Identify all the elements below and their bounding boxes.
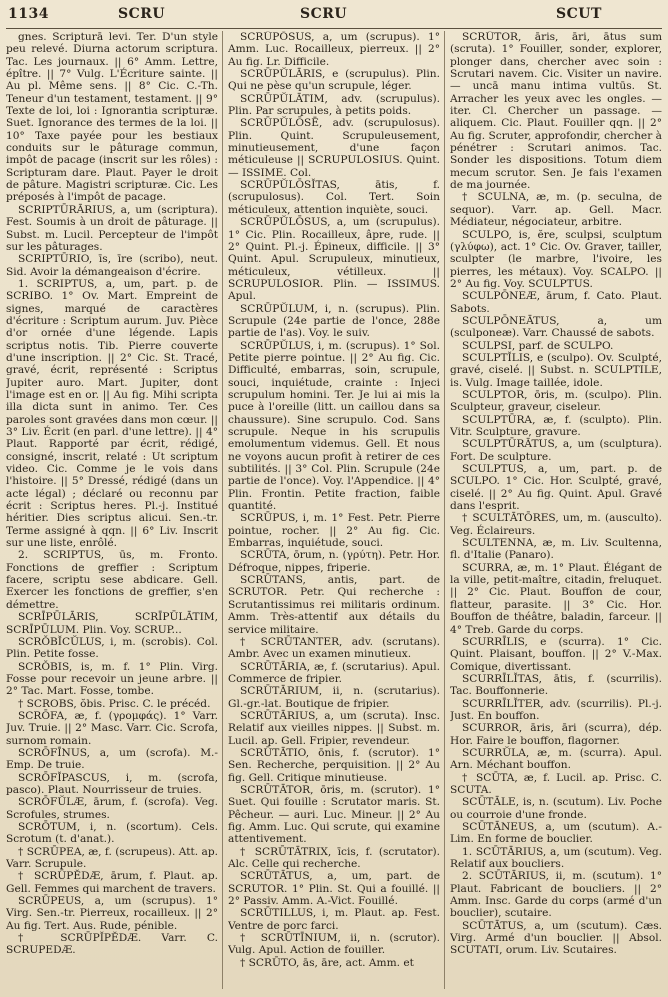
dictionary-entry: SCURROR, āris, āri (scurra), dép. Hor. Faire le bouffon, flagorner.	[450, 722, 662, 747]
running-head-center: SCRU	[300, 6, 348, 22]
dictionary-entry: SCRŪTĀRIA, æ, f. (scrutarius). Apul. Commerce de fripier.	[228, 660, 440, 685]
dictionary-entry: SCRŪPŬLŌSĒ, adv. (scrupulosus). Plin. Quint. Scrupuleusement, minutieusement, d'une façon méticuleuse || SCRUPULOSIUS. Quint. — ISSIME. Col.	[228, 117, 440, 179]
dictionary-entry: † SCRŪPEA, æ, f. (scrupeus). Att. ap. Varr. Scrupule.	[6, 845, 218, 871]
dictionary-entry: SCRŪTA, ōrum, n. (γρύτη). Petr. Hor. Défroque, nippes, friperie.	[228, 549, 440, 574]
dictionary-entry: SCURRA, æ, m. 1° Plaut. Élégant de la ville, petit-maître, citadin, freluquet. || 2° Cic. Plaut. Bouffon de cour, flatteur, parasite. || 3° Cic. Hor. Bouffon de théâtre, baladin, farceur. || 4° Treb. Garde du corps.	[450, 561, 662, 636]
dictionary-entry: gnes. Scripturā levi. Ter. D'un style peu relevé. Diurna actorum scriptura. Tac. Les journaux. || 6° Amm. Lettre, épître. || 7° Vulg. L'Écriture sainte. || Au pl. Même sens. || 8° Cic. C.-Th. Teneur d'un testament, testament. || 9° Texte de loi, loi : Ignorantia scripturæ. Suet. Ignorance des termes de la loi. || 10° Taxe payée pour les bestiaux conduits sur le pâturage commun, impôt de pacage (inscrit sur les rôles) : Scripturam dare. Plaut. Payer le droit de pâture. Magistri scripturæ. Cic. Les préposés à l'impôt de pacage.	[6, 31, 218, 204]
dictionary-entry: SCRŪTĀTOR, ōris, m. (scrutor). 1° Suet. Qui fouille : Scrutator maris. St. Pêcheur. — auri. Luc. Mineur. || 2° Au fig. Amm. Luc. Qui scrute, qui examine attentivement.	[228, 783, 440, 846]
dictionary-entry: SCRŌFŬLÆ, ārum, f. (scrofa). Veg. Scrofules, strumes.	[6, 796, 218, 821]
dictionary-entry: SCRIPTŪRIO, īs, īre (scribo), neut. Sid. Avoir la démangeaison d'écrire.	[6, 253, 218, 278]
dictionary-entry: SCULTENNA, æ, m. Liv. Scultenna, fl. d'Italie (Panaro).	[450, 537, 662, 562]
dictionary-entry: SCURRĪLĬTER, adv. (scurrilis). Pl.-j. Just. En bouffon.	[450, 697, 662, 722]
dictionary-entry: † SCŪTA, æ, f. Lucil. ap. Prisc. C. SCUTA.	[450, 771, 662, 796]
dictionary-entry: SCRŪTILLUS, i, m. Plaut. ap. Fest. Ventre de porc farci.	[228, 907, 440, 932]
dictionary-entry: SCRŪPŬLUS, i, m. (scrupus). 1° Sol. Petite pierre pointue. || 2° Au fig. Cic. Difficulté, embarras, soin, scrupule, souci, inquiétude, crainte : Injeci scrupulum homini. Ter. Je lui ai mis la puce à l'oreille (litt. un caillou dans sa chaussure). Sine scrupulo. Cod. Sans scrupule. Neque in his scrupulis emolumentum videmus. Gell. Et nous ne voyons aucun profit à retirer de ces subtilités. || 3° Col. Plin. Scrupule (24e partie de l'once). Voy. l'Appendice. || 4° Plin. Frontin. Petite fraction, faible quantité.	[228, 339, 440, 513]
dictionary-entry: 2. SCRIPTUS, ūs, m. Fronto. Fonctions de greffier : Scriptum facere, scriptu sese abdicare. Gell. Exercer les fonctions de greffier, s'en démettre.	[6, 549, 218, 611]
dictionary-entry: SCRŪPŌSUS, a, um (scrupus). 1° Amm. Luc. Rocailleux, pierreux. || 2° Au fig. Lr. Difficile.	[228, 31, 440, 68]
dictionary-entry: SCULPTĬLIS, e (sculpo). Ov. Sculpté, gravé, ciselé. || Subst. n. SCULPTILE, is. Vulg. Image taillée, idole.	[450, 351, 662, 389]
header-rule	[6, 28, 662, 29]
dictionary-entry: SCRŪTĀRIUS, a, um (scruta). Insc. Relatif aux vieilles nippes. || Subst. m. Lucil. ap. Gell. Fripier, revendeur.	[228, 709, 440, 747]
dictionary-entry: SCURRŬLA, æ, m. (scurra). Apul. Arn. Méchant bouffon.	[450, 746, 662, 772]
column-2	[228, 31, 440, 993]
dictionary-entry: SCRĪPŪLĀRIS, SCRĪPŪLĀTIM, SCRĪPŪLUM. Plin. Voy. SCRUP...	[6, 611, 218, 636]
dictionary-entry: † SCRŪTĪNIUM, ii, n. (scrutor). Vulg. Apul. Action de fouiller.	[228, 932, 440, 957]
dictionary-entry: SCURRĪLĬTAS, ātis, f. (scurrilis). Tac. Bouffonnerie.	[450, 672, 662, 698]
dictionary-entry: SCRŪTĀTUS, a, um, part. de SCRUTOR. 1° Plin. St. Qui a fouillé. || 2° Passiv. Amm. A.-Vict. Fouillé.	[228, 870, 440, 908]
dictionary-entry: † SCRŪTO, ās, āre, act. Amm. et	[240, 956, 414, 969]
dictionary-entry: SCRŪPŬLĀTIM, adv. (scrupulus). Plin. Par scrupules, à petits poids.	[228, 92, 440, 118]
dictionary-entry: SCULPTUS, a, um, part. p. de SCULPO. 1° Cic. Hor. Sculpté, gravé, ciselé. || 2° Au fig. Quint. Apul. Gravé dans l'esprit.	[450, 463, 662, 513]
dictionary-entry: SCRŌFĬPASCUS, i, m. (scrofa, pasco). Plaut. Nourrisseur de truies.	[6, 771, 218, 796]
dictionary-entry: SCULPTOR, ōris, m. (sculpo). Plin. Sculpteur, graveur, ciseleur.	[450, 388, 662, 414]
dictionary-entry: SCULPTŪRĀTUS, a, um (sculptura). Fort. De sculpture.	[450, 438, 662, 463]
dictionary-entry: † SCRŪPĔDÆ, ārum, f. Plaut. ap. Gell. Femmes qui marchent de travers.	[6, 870, 218, 895]
dictionary-entry: † SCULNA, æ, m. (p. seculna, de sequor). Varr. ap. Gell. Macr. Médiateur, négociateur, arbitre.	[450, 191, 662, 229]
dictionary-entry: SCULPSI, parf. de SCULPO.	[462, 339, 614, 352]
column-3	[450, 31, 662, 993]
column-1	[6, 31, 218, 993]
dictionary-entry: SCŪTĀLE, is, n. (scutum). Liv. Poche ou courroie d'une fronde.	[450, 796, 662, 821]
running-head-left: SCRU	[118, 6, 166, 22]
column-divider	[444, 31, 445, 989]
dictionary-entry: SCULPTŪRA, æ, f. (sculpto). Plin. Vitr. Sculpture, gravure.	[450, 413, 662, 438]
dictionary-entry: SCULPŌNEĀTUS, a, um (sculponeæ). Varr. Chaussé de sabots.	[450, 314, 662, 340]
dictionary-entry: SCRŌTUM, i, n. (scortum). Cels. Scrotum (t. d'anat.).	[6, 821, 218, 846]
dictionary-entry: † SCRŪTĀTRIX, īcis, f. (scrutator). Alc. Celle qui recherche.	[228, 845, 440, 871]
dictionary-entry: 2. SCŪTĀRIUS, ii, m. (scutum). 1° Plaut. Fabricant de boucliers. || 2° Amm. Insc. Garde du corps (armé d'un bouclier), scutaire.	[450, 870, 662, 920]
dictionary-entry: SCRŌFA, æ, f. (γρομφάς). 1° Varr. Juv. Truie. || 2° Masc. Varr. Cic. Scrofa, surnom romain.	[6, 709, 218, 747]
dictionary-entry: SCURRĪLIS, e (scurra). 1° Cic. Quint. Plaisant, bouffon. || 2° V.-Max. Comique, divertissant.	[450, 635, 662, 673]
dictionary-entry: SCULPŌNEÆ, ārum, f. Cato. Plaut. Sabots.	[450, 290, 662, 315]
dictionary-entry: SCRŌFĪNUS, a, um (scrofa). M.-Emp. De truie.	[6, 746, 218, 772]
dictionary-entry: SCŪTĀNEUS, a, um (scutum). A.-Lim. En forme de bouclier.	[450, 821, 662, 846]
dictionary-entry: 1. SCŪTĀRIUS, a, um (scutum). Veg. Relatif aux boucliers.	[450, 845, 662, 871]
column-divider	[222, 31, 223, 989]
dictionary-entry: † SCROBS, ŏbis. Prisc. C. le précéd.	[18, 697, 211, 710]
dictionary-entry: SCRŪPŬLŌSĬTAS, ātis, f. (scrupulosus). Col. Tert. Soin méticuleux, attention inquiète, souci.	[228, 179, 440, 216]
page-number: 1134	[8, 6, 49, 22]
dictionary-entry: SCULPO, is, ĕre, sculpsi, sculptum (γλύφω), act. 1° Cic. Ov. Graver, tailler, sculpter (le marbre, l'ivoire, les pierres, les métaux). Voy. SCALPO. || 2° Au fig. Voy. SCULPTUS.	[450, 228, 662, 290]
dictionary-entry: 1. SCRIPTUS, a, um, part. p. de SCRIBO. 1° Ov. Mart. Empreint de signes, marqué de caractères d'écriture : Scriptum aurum. Juv. Pièce d'or ornée d'une légende. Lapis scriptus notis. Tib. Pierre couverte d'une inscription. || 2° Cic. St. Tracé, gravé, écrit, représenté : Scriptus Jupiter auro. Mart. Jupiter, dont l'image est en or. || Au fig. Mihi scripta illa dicta sunt in animo. Ter. Ces paroles sont gravées dans mon cœur. || 3° Liv. Écrit (en parl. d'une lettre). || 4° Plaut. Rapporté par écrit, rédigé, consigné, inscrit, relaté : Ut scriptum video. Cic. Comme je le vois dans l'histoire. || 5° Dressé, rédigé (dans un acte légal) ; déclaré ou reconnu par écrit : Scriptus heres. Pl.-j. Institué héritier. Dies scriptus alicui. Sen.-tr. Terme assigné à qqn. || 6° Liv. Inscrit sur une liste, enrôlé.	[6, 277, 218, 550]
dictionary-entry: SCRŪTOR, āris, āri, ātus sum (scruta). 1° Fouiller, sonder, explorer, plonger dans, chercher avec soin : Scrutari navem. Cic. Visiter un navire. — uncā manu intima vultūs. St. Arracher les yeux avec les ongles. — iter. Cl. Chercher un passage. — aliquem. Cic. Plaut. Fouiller qqn. || 2° Au fig. Scruter, approfondir, chercher à pénétrer : Scrutari animos. Tac. Sonder les dispositions. Totum diem mecum scrutor. Sen. Je fais l'examen de ma journée.	[450, 31, 662, 192]
dictionary-entry: SCRŪPEUS, a, um (scrupus). 1° Virg. Sen.-tr. Pierreux, rocailleux. || 2° Au fig. Tert. Aus. Rude, pénible.	[6, 895, 218, 932]
dictionary-entry: SCRŪTĀTIO, ōnis, f. (scrutor). 1° Sen. Recherche, perquisition. || 2° Au fig. Gell. Critique minutieuse.	[228, 746, 440, 784]
dictionary-entry: SCRŪPŬLĀRIS, e (scrupulus). Plin. Qui ne pèse qu'un scrupule, léger.	[228, 68, 440, 93]
dictionary-entry: † SCRŪTANTER, adv. (scrutans). Ambr. Avec un examen minutieux.	[228, 635, 440, 661]
dictionary-entry: SCRŪTĀRIUM, ii, n. (scrutarius). Gl.-gr.-lat. Boutique de fripier.	[228, 685, 440, 710]
dictionary-entry: SCRŪPUS, i, m. 1° Fest. Petr. Pierre pointue, rocher. || 2° Au fig. Cic. Embarras, inquiétude, souci.	[228, 512, 440, 550]
dictionary-entry: SCRIPTŪRĀRIUS, a, um (scriptura). Fest. Soumis à un droit de pâturage. || Subst. m. Lucil. Percepteur de l'impôt sur les pâturages.	[6, 203, 218, 253]
dictionary-entry: † SCULTĀTŌRES, um, m. (ausculto). Veg. Éclaireurs.	[450, 512, 662, 537]
dictionary-entry: † SCRŪPĬPĔDÆ. Varr. C. SCRUPEDÆ.	[6, 932, 218, 957]
running-head-right: SCUT	[556, 6, 602, 22]
dictionary-entry: SCRŪPŬLŌSUS, a, um (scrupulus). 1° Cic. Plin. Rocailleux, âpre, rude. || 2° Quint. Pl.-j. Épineux, difficile. || 3° Quint. Apul. Scrupuleux, minutieux, méticuleux, vétilleux. || SCRUPULOSIOR. Plin. — ISSIMUS. Apul.	[228, 216, 440, 303]
dictionary-entry: SCRŪPŬLUM, i, n. (scrupus). Plin. Scrupule (24e partie de l'once, 288e partie de l'as). Voy. le suiv.	[228, 302, 440, 340]
dictionary-entry: SCŪTĀTUS, a, um (scutum). Cæs. Virg. Armé d'un bouclier. || Absol. SCUTATI, orum. Liv. Scutaires.	[450, 919, 662, 957]
dictionary-entry: SCRŎBIS, is, m. f. 1° Plin. Virg. Fosse pour recevoir un jeune arbre. || 2° Tac. Mart. Fosse, tombe.	[6, 660, 218, 698]
dictionary-entry: SCRŎBĬCŬLUS, i, m. (scrobis). Col. Plin. Petite fosse.	[6, 635, 218, 661]
dictionary-entry: SCRŪTANS, antis, part. de SCRUTOR. Petr. Qui recherche : Scrutantissimus rei militaris ordinum. Amm. Très-attentif aux détails du service militaire.	[228, 574, 440, 636]
